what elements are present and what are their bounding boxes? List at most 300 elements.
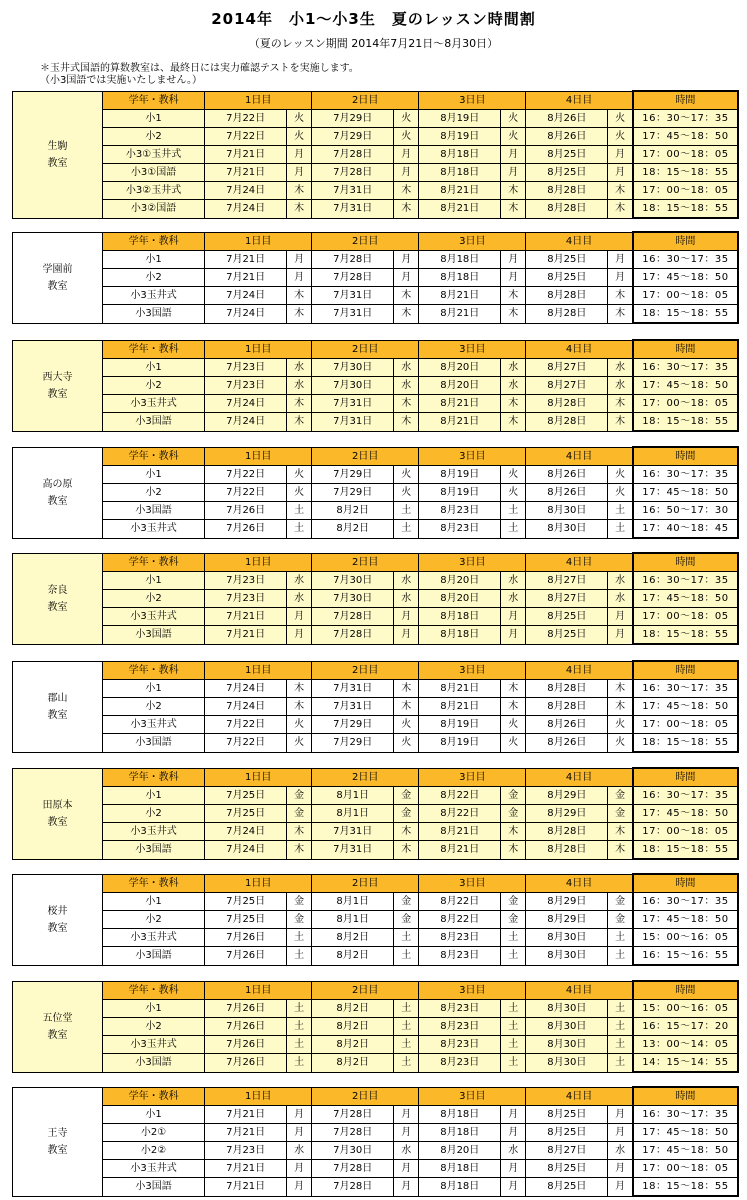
- weekday-cell: 月: [501, 626, 526, 645]
- date-cell: 7月26日: [205, 929, 287, 947]
- weekday-cell: 水: [501, 1142, 526, 1160]
- date-cell: 8月21日: [419, 182, 501, 200]
- date-cell: 8月19日: [419, 466, 501, 484]
- header-subject: 学年・教科: [103, 661, 205, 680]
- date-cell: 8月26日: [526, 716, 608, 734]
- date-cell: 7月21日: [205, 1160, 287, 1178]
- weekday-cell: 月: [608, 1160, 633, 1178]
- table-row: [13, 911, 739, 929]
- schedule-table: [12, 767, 739, 860]
- weekday-cell: 月: [608, 269, 633, 287]
- time-cell: 16：30～17：35: [633, 359, 738, 377]
- weekday-cell: 火: [608, 110, 633, 128]
- date-cell: 7月21日: [205, 608, 287, 626]
- date-cell: 8月23日: [419, 947, 501, 966]
- header-day4: 4日目: [526, 232, 633, 251]
- header-day1: 1日目: [205, 447, 312, 466]
- date-cell: 7月23日: [205, 377, 287, 395]
- date-cell: 7月31日: [312, 395, 394, 413]
- header-row: [13, 768, 739, 787]
- weekday-cell: 金: [501, 787, 526, 805]
- time-cell: 16：30～17：35: [633, 787, 738, 805]
- weekday-cell: 木: [608, 413, 633, 432]
- table-row: [13, 251, 739, 269]
- date-cell: 7月31日: [312, 841, 394, 860]
- date-cell: 7月22日: [205, 110, 287, 128]
- header-day1: 1日目: [205, 874, 312, 893]
- classroom-name-line2: 教室: [47, 495, 68, 507]
- classroom-name: [13, 661, 103, 752]
- weekday-cell: 土: [394, 947, 419, 966]
- weekday-cell: 土: [287, 929, 312, 947]
- date-cell: 8月25日: [526, 1160, 608, 1178]
- date-cell: 8月28日: [526, 413, 608, 432]
- weekday-cell: 月: [501, 1178, 526, 1197]
- date-cell: 7月21日: [205, 1106, 287, 1124]
- header-day2: 2日目: [312, 447, 419, 466]
- date-cell: 7月30日: [312, 1142, 394, 1160]
- table-row: [13, 182, 739, 200]
- header-day2: 2日目: [312, 874, 419, 893]
- weekday-cell: 土: [287, 520, 312, 539]
- weekday-cell: 水: [287, 377, 312, 395]
- header-row: [13, 1087, 739, 1106]
- weekday-cell: 火: [287, 128, 312, 146]
- subject-cell: 小1: [103, 251, 205, 269]
- table-row: [13, 164, 739, 182]
- weekday-cell: 金: [608, 893, 633, 911]
- weekday-cell: 木: [394, 413, 419, 432]
- classroom-name-line1: 西大寺: [42, 371, 73, 383]
- note-line: （小3国語では実施いたしません。）: [40, 75, 202, 86]
- date-cell: 8月1日: [312, 911, 394, 929]
- header-day4: 4日目: [526, 1087, 633, 1106]
- classroom-block: [12, 339, 739, 432]
- classroom-block: [12, 767, 739, 860]
- date-cell: 8月30日: [526, 929, 608, 947]
- table-row: [13, 1142, 739, 1160]
- date-cell: 8月19日: [419, 734, 501, 753]
- classroom-block: [12, 552, 739, 645]
- subject-cell: 小2: [103, 484, 205, 502]
- date-cell: 7月23日: [205, 572, 287, 590]
- date-cell: 8月26日: [526, 734, 608, 753]
- weekday-cell: 火: [394, 110, 419, 128]
- date-cell: 7月22日: [205, 484, 287, 502]
- date-cell: 7月28日: [312, 146, 394, 164]
- weekday-cell: 月: [287, 1124, 312, 1142]
- date-cell: 7月28日: [312, 251, 394, 269]
- header-row: [13, 874, 739, 893]
- header-day1: 1日目: [205, 553, 312, 572]
- weekday-cell: 金: [287, 787, 312, 805]
- date-cell: 7月24日: [205, 182, 287, 200]
- subject-cell: 小1: [103, 680, 205, 698]
- weekday-cell: 水: [608, 590, 633, 608]
- classroom-name: [13, 981, 103, 1072]
- weekday-cell: 土: [608, 1018, 633, 1036]
- weekday-cell: 木: [501, 698, 526, 716]
- date-cell: 8月21日: [419, 395, 501, 413]
- table-row: [13, 841, 739, 860]
- weekday-cell: 水: [501, 572, 526, 590]
- weekday-cell: 火: [501, 128, 526, 146]
- header-day3: 3日目: [419, 1087, 526, 1106]
- date-cell: 8月19日: [419, 128, 501, 146]
- classroom-name-line1: 奈良: [47, 584, 68, 596]
- weekday-cell: 月: [501, 1124, 526, 1142]
- date-cell: 8月21日: [419, 841, 501, 860]
- date-cell: 7月30日: [312, 572, 394, 590]
- time-cell: 17：00～18：05: [633, 182, 738, 200]
- weekday-cell: 金: [608, 805, 633, 823]
- time-cell: 17：40～18：45: [633, 520, 738, 539]
- table-row: [13, 377, 739, 395]
- weekday-cell: 木: [394, 395, 419, 413]
- date-cell: 7月31日: [312, 680, 394, 698]
- date-cell: 8月20日: [419, 1142, 501, 1160]
- header-day4: 4日目: [526, 553, 633, 572]
- header-day3: 3日目: [419, 874, 526, 893]
- weekday-cell: 火: [394, 716, 419, 734]
- time-cell: 13：00～14：05: [633, 1036, 738, 1054]
- classroom-name-line1: 桜井: [47, 905, 68, 917]
- classroom-name-line2: 教室: [47, 601, 68, 613]
- schedule-table: [12, 339, 739, 432]
- weekday-cell: 土: [287, 1054, 312, 1073]
- time-cell: 16：30～17：35: [633, 572, 738, 590]
- header-day3: 3日目: [419, 447, 526, 466]
- date-cell: 7月30日: [312, 590, 394, 608]
- date-cell: 8月29日: [526, 787, 608, 805]
- weekday-cell: 月: [501, 164, 526, 182]
- time-cell: 18：15～18：55: [633, 305, 738, 324]
- time-cell: 16：30～17：35: [633, 1106, 738, 1124]
- weekday-cell: 土: [501, 502, 526, 520]
- date-cell: 7月24日: [205, 395, 287, 413]
- date-cell: 7月25日: [205, 911, 287, 929]
- weekday-cell: 金: [394, 911, 419, 929]
- time-cell: 17：00～18：05: [633, 608, 738, 626]
- classroom-block: [12, 873, 739, 966]
- weekday-cell: 火: [608, 128, 633, 146]
- weekday-cell: 月: [501, 1106, 526, 1124]
- classroom-block: [12, 90, 739, 219]
- weekday-cell: 木: [608, 841, 633, 860]
- weekday-cell: 水: [287, 590, 312, 608]
- weekday-cell: 月: [394, 269, 419, 287]
- header-day2: 2日目: [312, 981, 419, 1000]
- header-day3: 3日目: [419, 232, 526, 251]
- subject-cell: 小3国語: [103, 502, 205, 520]
- date-cell: 7月30日: [312, 377, 394, 395]
- header-time: 時間: [633, 340, 738, 359]
- date-cell: 7月24日: [205, 841, 287, 860]
- classroom-block: [12, 980, 739, 1073]
- header-subject: 学年・教科: [103, 1087, 205, 1106]
- date-cell: 8月22日: [419, 787, 501, 805]
- weekday-cell: 木: [608, 698, 633, 716]
- date-cell: 8月30日: [526, 1054, 608, 1073]
- classroom-name: [13, 232, 103, 323]
- header-day4: 4日目: [526, 661, 633, 680]
- weekday-cell: 土: [394, 1036, 419, 1054]
- weekday-cell: 火: [501, 484, 526, 502]
- header-day2: 2日目: [312, 91, 419, 110]
- header-time: 時間: [633, 661, 738, 680]
- subject-cell: 小3国語: [103, 947, 205, 966]
- time-cell: 16：30～17：35: [633, 251, 738, 269]
- date-cell: 7月28日: [312, 1124, 394, 1142]
- date-cell: 7月24日: [205, 305, 287, 324]
- subject-cell: 小3玉井式: [103, 1160, 205, 1178]
- subject-cell: 小2: [103, 805, 205, 823]
- weekday-cell: 木: [501, 182, 526, 200]
- date-cell: 8月29日: [526, 911, 608, 929]
- table-row: [13, 269, 739, 287]
- header-day2: 2日目: [312, 340, 419, 359]
- classroom-name: [13, 447, 103, 538]
- weekday-cell: 土: [394, 520, 419, 539]
- time-cell: 17：00～18：05: [633, 395, 738, 413]
- page-subtitle: （夏のレッスン期間 2014年7月21日～8月30日）: [248, 37, 499, 50]
- weekday-cell: 木: [287, 305, 312, 324]
- weekday-cell: 水: [394, 359, 419, 377]
- weekday-cell: 火: [608, 734, 633, 753]
- header-day1: 1日目: [205, 340, 312, 359]
- weekday-cell: 火: [287, 484, 312, 502]
- header-day4: 4日目: [526, 447, 633, 466]
- date-cell: 8月20日: [419, 572, 501, 590]
- schedule-table: [12, 90, 739, 219]
- weekday-cell: 水: [287, 359, 312, 377]
- weekday-cell: 木: [287, 413, 312, 432]
- weekday-cell: 水: [394, 590, 419, 608]
- table-row: [13, 484, 739, 502]
- weekday-cell: 土: [287, 502, 312, 520]
- table-row: [13, 1106, 739, 1124]
- time-cell: 18：15～18：55: [633, 841, 738, 860]
- date-cell: 7月31日: [312, 305, 394, 324]
- weekday-cell: 月: [608, 1178, 633, 1197]
- subject-cell: 小3玉井式: [103, 520, 205, 539]
- weekday-cell: 金: [608, 911, 633, 929]
- date-cell: 7月31日: [312, 698, 394, 716]
- subject-cell: 小2: [103, 269, 205, 287]
- time-cell: 16：30～17：35: [633, 110, 738, 128]
- date-cell: 7月28日: [312, 608, 394, 626]
- date-cell: 8月23日: [419, 1036, 501, 1054]
- weekday-cell: 火: [287, 716, 312, 734]
- date-cell: 8月22日: [419, 893, 501, 911]
- weekday-cell: 金: [287, 911, 312, 929]
- weekday-cell: 水: [287, 1142, 312, 1160]
- date-cell: 7月22日: [205, 716, 287, 734]
- weekday-cell: 土: [287, 1000, 312, 1018]
- header-day2: 2日目: [312, 1087, 419, 1106]
- time-cell: 17：45～18：50: [633, 590, 738, 608]
- time-cell: 18：15～18：55: [633, 734, 738, 753]
- table-row: [13, 1054, 739, 1073]
- date-cell: 7月23日: [205, 359, 287, 377]
- table-row: [13, 734, 739, 753]
- note-line: ＊玉井式国語的算数教室は、最終日には実力確認テストを実施します。: [40, 63, 359, 74]
- date-cell: 7月21日: [205, 146, 287, 164]
- date-cell: 7月26日: [205, 1018, 287, 1036]
- weekday-cell: 木: [608, 200, 633, 219]
- header-row: [13, 232, 739, 251]
- header-day1: 1日目: [205, 232, 312, 251]
- weekday-cell: 火: [394, 734, 419, 753]
- weekday-cell: 水: [501, 359, 526, 377]
- header-time: 時間: [633, 232, 738, 251]
- header-time: 時間: [633, 91, 738, 110]
- header-day3: 3日目: [419, 91, 526, 110]
- date-cell: 7月28日: [312, 1106, 394, 1124]
- date-cell: 8月30日: [526, 947, 608, 966]
- date-cell: 8月21日: [419, 413, 501, 432]
- weekday-cell: 土: [394, 502, 419, 520]
- header-subject: 学年・教科: [103, 340, 205, 359]
- weekday-cell: 木: [394, 841, 419, 860]
- date-cell: 8月30日: [526, 520, 608, 539]
- weekday-cell: 木: [501, 395, 526, 413]
- classroom-name-line1: 生駒: [47, 140, 68, 152]
- date-cell: 7月26日: [205, 1036, 287, 1054]
- header-time: 時間: [633, 1087, 738, 1106]
- time-cell: 17：45～18：50: [633, 805, 738, 823]
- subject-cell: 小1: [103, 1106, 205, 1124]
- weekday-cell: 水: [608, 1142, 633, 1160]
- table-row: [13, 572, 739, 590]
- header-row: [13, 447, 739, 466]
- time-cell: 17：45～18：50: [633, 269, 738, 287]
- weekday-cell: 金: [501, 911, 526, 929]
- weekday-cell: 木: [608, 287, 633, 305]
- table-row: [13, 110, 739, 128]
- date-cell: 8月21日: [419, 287, 501, 305]
- date-cell: 8月29日: [526, 805, 608, 823]
- date-cell: 8月23日: [419, 1054, 501, 1073]
- table-row: [13, 466, 739, 484]
- date-cell: 7月21日: [205, 164, 287, 182]
- subject-cell: 小1: [103, 893, 205, 911]
- weekday-cell: 土: [394, 1054, 419, 1073]
- weekday-cell: 木: [608, 680, 633, 698]
- date-cell: 7月26日: [205, 947, 287, 966]
- date-cell: 8月2日: [312, 1000, 394, 1018]
- date-cell: 7月26日: [205, 520, 287, 539]
- time-cell: 17：45～18：50: [633, 911, 738, 929]
- weekday-cell: 月: [394, 146, 419, 164]
- weekday-cell: 月: [501, 146, 526, 164]
- notes: [40, 63, 359, 87]
- weekday-cell: 木: [501, 305, 526, 324]
- date-cell: 7月28日: [312, 626, 394, 645]
- weekday-cell: 土: [608, 1000, 633, 1018]
- table-row: [13, 893, 739, 911]
- weekday-cell: 月: [608, 1106, 633, 1124]
- classroom-name-line1: 田原本: [42, 799, 73, 811]
- weekday-cell: 土: [287, 1018, 312, 1036]
- date-cell: 7月21日: [205, 1124, 287, 1142]
- date-cell: 7月26日: [205, 1054, 287, 1073]
- time-cell: 17：45～18：50: [633, 377, 738, 395]
- subject-cell: 小1: [103, 359, 205, 377]
- weekday-cell: 水: [287, 572, 312, 590]
- weekday-cell: 火: [287, 110, 312, 128]
- subject-cell: 小1: [103, 1000, 205, 1018]
- time-cell: 18：15～18：55: [633, 626, 738, 645]
- date-cell: 8月28日: [526, 841, 608, 860]
- schedule-table: [12, 231, 739, 324]
- date-cell: 8月19日: [419, 716, 501, 734]
- date-cell: 8月1日: [312, 805, 394, 823]
- weekday-cell: 水: [501, 590, 526, 608]
- weekday-cell: 月: [394, 626, 419, 645]
- date-cell: 8月28日: [526, 305, 608, 324]
- date-cell: 8月28日: [526, 395, 608, 413]
- time-cell: 17：00～18：05: [633, 716, 738, 734]
- table-row: [13, 1000, 739, 1018]
- header-time: 時間: [633, 768, 738, 787]
- classroom-name-line2: 教室: [47, 816, 68, 828]
- subject-cell: 小2: [103, 590, 205, 608]
- subject-cell: 小2: [103, 698, 205, 716]
- table-row: [13, 502, 739, 520]
- header-row: [13, 981, 739, 1000]
- date-cell: 8月1日: [312, 893, 394, 911]
- weekday-cell: 金: [287, 893, 312, 911]
- weekday-cell: 月: [287, 164, 312, 182]
- date-cell: 7月24日: [205, 413, 287, 432]
- date-cell: 8月20日: [419, 377, 501, 395]
- subject-cell: 小2: [103, 128, 205, 146]
- weekday-cell: 月: [608, 626, 633, 645]
- weekday-cell: 木: [287, 823, 312, 841]
- date-cell: 8月19日: [419, 484, 501, 502]
- weekday-cell: 月: [608, 146, 633, 164]
- date-cell: 7月24日: [205, 287, 287, 305]
- date-cell: 7月29日: [312, 734, 394, 753]
- date-cell: 8月2日: [312, 520, 394, 539]
- date-cell: 8月22日: [419, 805, 501, 823]
- header-subject: 学年・教科: [103, 447, 205, 466]
- table-row: [13, 1036, 739, 1054]
- weekday-cell: 土: [501, 947, 526, 966]
- table-row: [13, 305, 739, 324]
- time-cell: 17：45～18：50: [633, 698, 738, 716]
- weekday-cell: 火: [501, 734, 526, 753]
- date-cell: 8月18日: [419, 251, 501, 269]
- date-cell: 7月24日: [205, 698, 287, 716]
- weekday-cell: 木: [287, 287, 312, 305]
- weekday-cell: 水: [608, 377, 633, 395]
- schedule-table: [12, 552, 739, 645]
- page-title: 2014年 小1～小3生 夏のレッスン時間割: [211, 10, 536, 28]
- date-cell: 8月23日: [419, 520, 501, 539]
- classroom-name-line2: 教室: [47, 157, 68, 169]
- date-cell: 8月23日: [419, 1018, 501, 1036]
- table-row: [13, 287, 739, 305]
- classroom-name: [13, 1087, 103, 1196]
- header-row: [13, 91, 739, 110]
- date-cell: 8月2日: [312, 929, 394, 947]
- subject-cell: 小2②: [103, 1142, 205, 1160]
- subject-cell: 小1: [103, 787, 205, 805]
- header-day2: 2日目: [312, 232, 419, 251]
- classroom-name-line1: 五位堂: [42, 1012, 73, 1024]
